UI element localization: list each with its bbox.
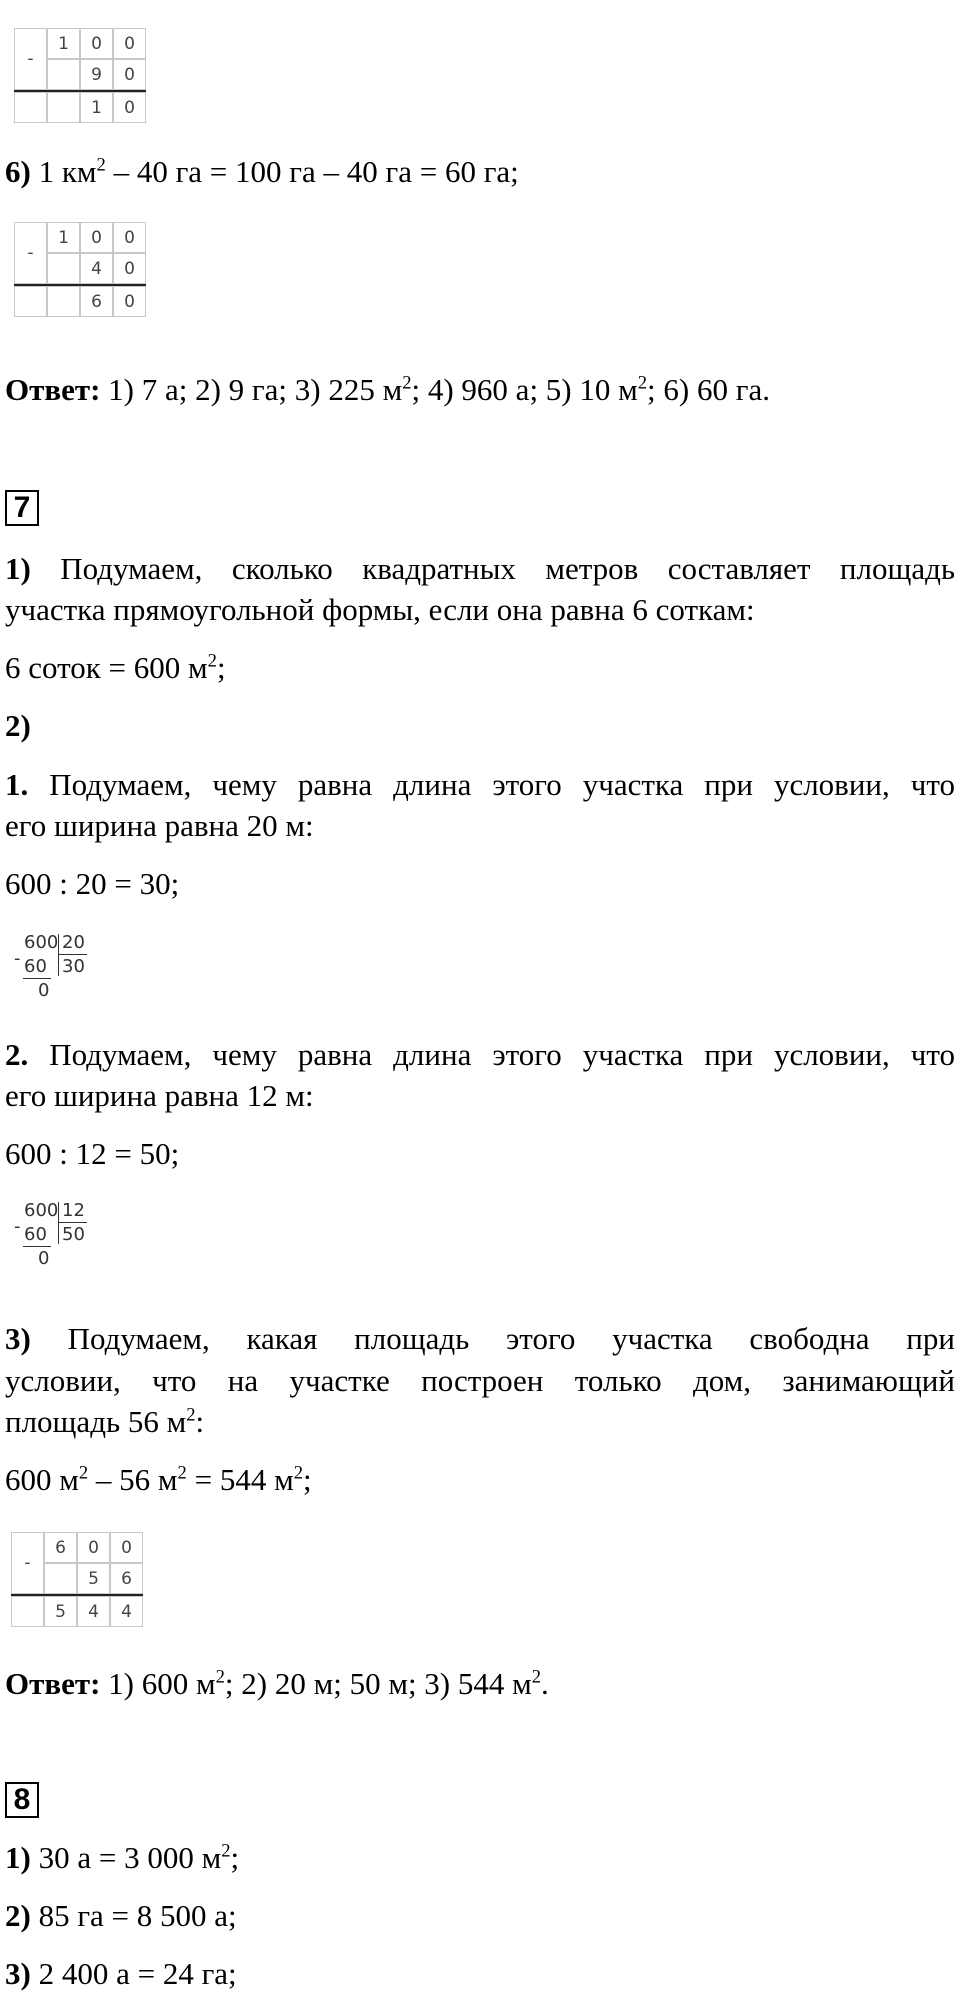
grid-cell [14,92,47,123]
sub-line [23,978,51,979]
quotient: 50 [62,1224,85,1245]
text: ; [303,1462,312,1497]
text: 600 м [5,1462,79,1497]
text: Подумаем, чему равна длина этого участка при условии, что [28,767,955,802]
grid-cell [47,253,80,284]
long-division-600-12 [14,1200,104,1280]
superscript: 2 [96,154,106,176]
grid-cell [11,1596,44,1627]
task7-step2-line1 [5,1034,955,1076]
remainder: 0 [38,1248,50,1269]
grid-cell: 1 [80,92,113,123]
text: 30 а = 3 000 м [30,1840,222,1875]
task-number-7: 7 [5,490,39,526]
subtraction-grid-100-40 [14,222,149,318]
minus-sign: - [14,1216,21,1237]
grid-cell: 6 [44,1532,77,1563]
text: – 56 м [88,1462,178,1497]
item-label: 3) [5,1956,31,1991]
item-label: 1) [5,1840,31,1875]
text: Подумаем, какая площадь этого участка свободна при [30,1321,955,1356]
text: 1) 7 а; 2) 9 га; 3) 225 м [100,372,403,407]
grid-cell: 5 [77,1563,110,1594]
task7-part2-label [5,706,31,746]
superscript: 2 [78,1462,89,1484]
quotient-line [59,1222,87,1223]
task7-eq1 [5,648,226,688]
text: ; 2) 20 м; 50 м; 3) 544 м [224,1666,532,1701]
item-label: 6) [5,154,31,189]
text: ; 4) 960 а; 5) 10 м [411,372,638,407]
part-label: 1) [5,551,31,586]
dividend: 600 [24,1200,59,1221]
superscript: 2 [207,650,217,672]
remainder: 0 [38,980,50,1001]
minus-sign: - [14,28,47,90]
grid-cell: 0 [80,28,113,59]
task8-line1 [5,1838,239,1878]
part-label: 2) [5,708,31,743]
task7-step1-line1 [5,764,955,806]
answer-line [5,370,770,410]
text: ; [216,650,226,685]
superscript: 2 [402,372,412,394]
grid-cell: 0 [113,28,146,59]
grid-cell: 0 [113,92,146,123]
task7-step2-eq: 600 : 12 = 50; [5,1136,180,1171]
divisor: 12 [62,1200,85,1221]
grid-cell [44,1563,77,1594]
grid-cell: 4 [77,1596,110,1627]
task7-answer [5,1664,549,1704]
text: = 544 м [186,1462,294,1497]
grid-cell [47,286,80,317]
divisor: 20 [62,932,85,953]
grid-cell: 0 [113,59,146,90]
text: . [541,1666,549,1701]
sub-line [23,1246,51,1247]
step-label: 1. [5,767,29,802]
text: 2 400 а = 24 га; [30,1956,237,1991]
text: 1) 600 м [100,1666,216,1701]
grid-cell: 0 [113,253,146,284]
answer-label: Ответ: [5,372,101,407]
task7-part3-line1 [5,1318,955,1360]
subtrahend: 60 [24,1224,47,1245]
dividend: 600 [24,932,59,953]
superscript: 2 [221,1840,231,1862]
task7-part3-line3 [5,1402,204,1442]
text: 85 га = 8 500 а; [30,1898,237,1933]
item-label: 2) [5,1898,31,1933]
grid-cell: 6 [80,286,113,317]
quotient: 30 [62,956,85,977]
part-label: 3) [5,1321,31,1356]
quotient-line [59,954,87,955]
grid-cell: 4 [110,1596,143,1627]
text: 6 соток = 600 м [5,650,208,685]
text: – 40 га = 100 га – 40 га = 60 га; [105,154,519,189]
grid-cell: 1 [47,222,80,253]
grid-cell: 0 [110,1532,143,1563]
task7-step2-line2: его ширина равна 12 м: [5,1078,314,1113]
task7-part1-line1 [5,548,955,590]
task7-eq3 [5,1460,312,1500]
superscript: 2 [531,1666,542,1688]
grid-cell: 9 [80,59,113,90]
text: : [195,1404,205,1439]
superscript: 2 [637,372,648,394]
superscript: 2 [293,1462,303,1484]
task7-part3-line2: условии, что на участке построен только дом, занимающий [5,1363,955,1398]
step-label: 2. [5,1037,29,1072]
superscript: 2 [177,1462,187,1484]
grid-cell: 6 [110,1563,143,1594]
task8-line3 [5,1954,237,1994]
task-number-8: 8 [5,1782,39,1818]
text: площадь 56 м [5,1404,187,1439]
task7-step1-eq: 600 : 20 = 30; [5,866,180,901]
grid-cell: 1 [47,28,80,59]
grid-cell: 0 [77,1532,110,1563]
long-division-600-20 [14,932,104,1012]
text: 1 км [38,154,97,189]
item-6 [5,152,519,192]
grid-cell [47,59,80,90]
grid-cell [47,92,80,123]
text: ; 6) 60 га. [647,372,770,407]
task8-line2 [5,1896,237,1936]
answer-label: Ответ: [5,1666,101,1701]
text: Подумаем, сколько квадратных метров составляет площадь [30,551,955,586]
grid-cell: 0 [113,222,146,253]
grid-cell: 5 [44,1596,77,1627]
grid-cell: 0 [80,222,113,253]
division-bar [58,1202,59,1244]
division-bar [58,934,59,976]
subtraction-grid-100-90 [14,28,149,124]
superscript: 2 [186,1404,196,1426]
minus-sign: - [11,1532,44,1594]
text: ; [230,1840,240,1875]
subtraction-grid-600-56 [11,1532,146,1628]
grid-cell [14,286,47,317]
grid-cell: 0 [113,286,146,317]
task7-step1-line2: его ширина равна 20 м: [5,808,314,843]
superscript: 2 [215,1666,225,1688]
subtrahend: 60 [24,956,47,977]
grid-cell: 4 [80,253,113,284]
text: Подумаем, чему равна длина этого участка при условии, что [28,1037,955,1072]
task7-part1-line2: участка прямоугольной формы, если она равна 6 соткам: [5,592,755,627]
minus-sign: - [14,222,47,284]
minus-sign: - [14,948,21,969]
